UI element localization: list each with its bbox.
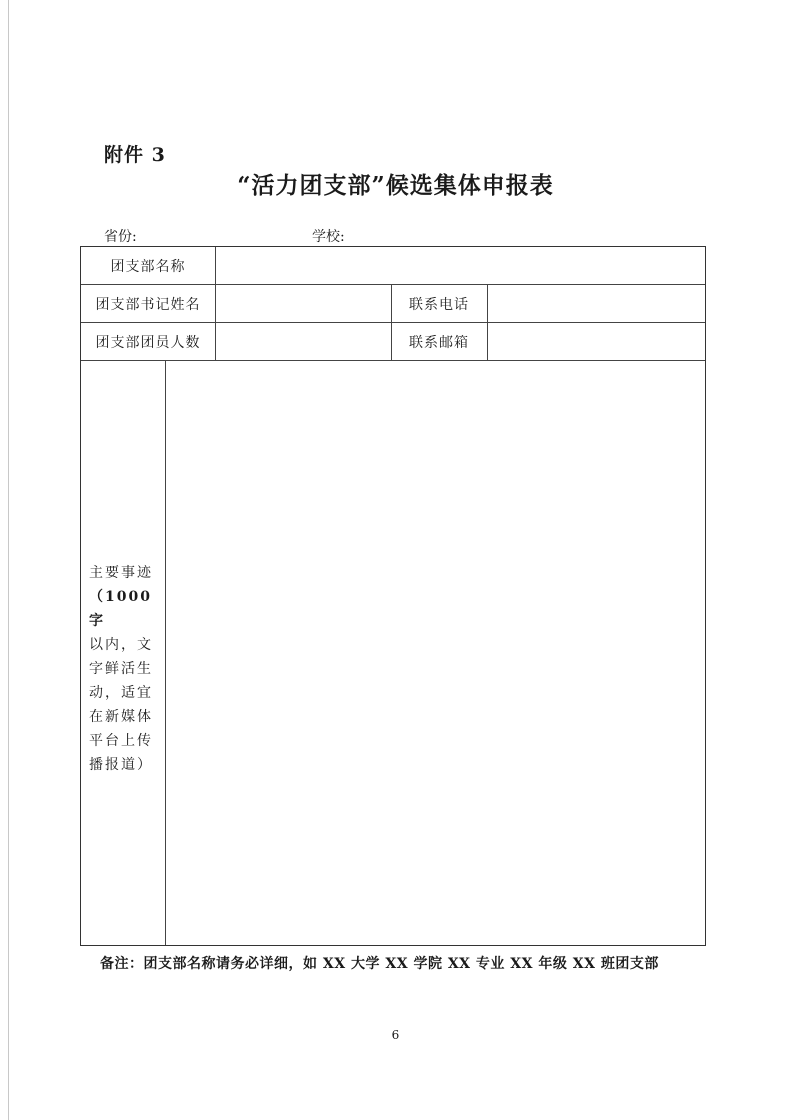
member-count-field[interactable] — [215, 323, 391, 360]
form-row-members — [81, 323, 705, 361]
main-deeds-field[interactable] — [166, 361, 705, 945]
school-label: 学校: — [312, 229, 345, 245]
main-deeds-label-line: （1000 字 — [89, 589, 152, 629]
form-row-branch-name — [81, 247, 705, 285]
email-field[interactable] — [487, 323, 705, 360]
attachment-label: 附件 3 — [104, 144, 166, 166]
main-deeds-label-line: 字鲜活生 — [89, 661, 153, 677]
main-deeds-label-line: 动，适宜 — [89, 685, 153, 701]
main-deeds-label-line: 平台上传 — [89, 733, 153, 749]
form-row-main-deeds — [81, 361, 705, 945]
main-deeds-label-line: 主要事迹 — [89, 565, 153, 581]
province-label: 省份: — [104, 229, 137, 245]
secretary-name-field[interactable] — [215, 285, 391, 322]
application-form-table — [80, 246, 706, 946]
main-deeds-label-line: 播报道） — [89, 757, 153, 773]
phone-field[interactable] — [487, 285, 705, 322]
main-deeds-label — [89, 561, 159, 777]
email-label: 联系邮箱 — [409, 334, 469, 351]
branch-name-field[interactable] — [215, 247, 705, 284]
main-deeds-label-line: 以内，文 — [89, 637, 153, 653]
page-title: “活力团支部”候选集体申报表 — [237, 172, 554, 199]
form-row-secretary — [81, 285, 705, 323]
branch-name-label: 团支部名称 — [110, 258, 186, 275]
footnote: 备注：团支部名称请务必详细，如 XX 大学 XX 学院 XX 专业 XX 年级 XX 班团支部 — [100, 956, 659, 972]
secretary-name-label: 团支部书记姓名 — [95, 296, 201, 313]
page-number: 6 — [391, 1028, 400, 1042]
phone-label: 联系电话 — [409, 296, 469, 313]
main-deeds-label-line: 在新媒体 — [89, 709, 153, 725]
member-count-label: 团支部团员人数 — [95, 334, 201, 351]
